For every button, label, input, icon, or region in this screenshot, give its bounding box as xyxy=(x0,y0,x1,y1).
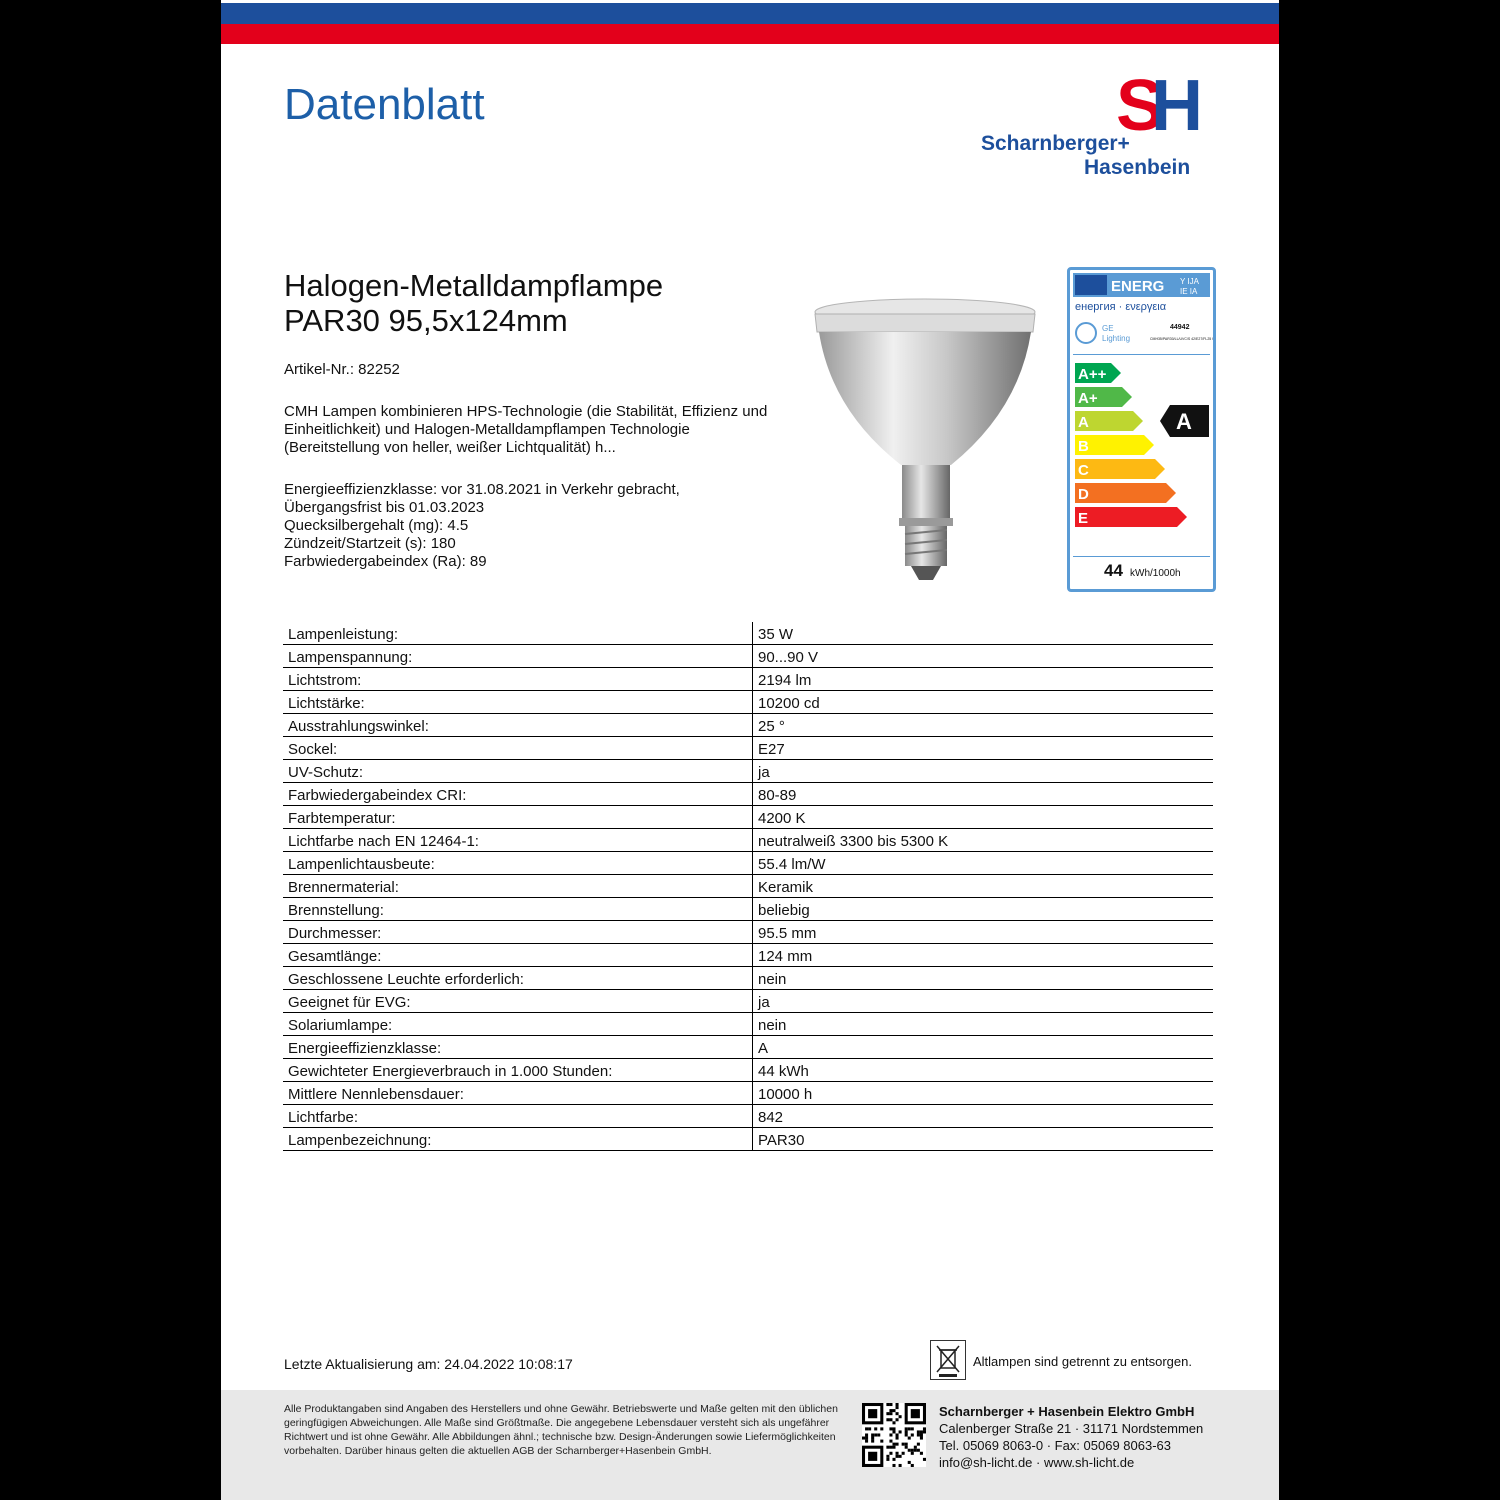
spec-value: 4200 K xyxy=(753,806,1214,829)
spec-value: 2194 lm xyxy=(753,668,1214,691)
spec-label: Farbwiedergabeindex CRI: xyxy=(283,783,753,806)
spec-row xyxy=(283,1105,1213,1128)
lamp-image xyxy=(801,290,1051,590)
weee-notice: Altlampen sind getrennt zu entsorgen. xyxy=(973,1354,1192,1369)
disclaimer: Alle Produktangaben sind Angaben des Herstellers und ohne Gewähr. Betriebswerte und Maße gelten mit den üblichen geringfügigen Abweichungen. Alle Maße sind Größtmaße. Die angegebene Lebensdauer versteht sich als ungefährer Richtwert und ist ohne Gewähr. Alle Abbildungen ähnl.; technische bzw. Design-Änderungen sowie Liefermöglichkeiten vorbehalten. Darüber hinaus gelten die aktuellen AGB der Scharnberger+Hasenbein GmbH. xyxy=(284,1403,838,1457)
spec-value: nein xyxy=(753,1013,1214,1036)
spec-row xyxy=(283,622,1213,645)
spec-label: Lampenlichtausbeute: xyxy=(283,852,753,875)
product-title-line2: PAR30 95,5x124mm xyxy=(284,303,568,338)
energy-label-suffix-bottom: IE IA xyxy=(1180,287,1198,296)
spec-value: neutralweiß 3300 bis 5300 K xyxy=(753,829,1214,852)
spec-row xyxy=(283,898,1213,921)
spec-label: Brennermaterial: xyxy=(283,875,753,898)
fact-line: Farbwiedergabeindex (Ra): 89 xyxy=(284,553,487,570)
spec-value: 80-89 xyxy=(753,783,1214,806)
spec-label: Durchmesser: xyxy=(283,921,753,944)
spec-row xyxy=(283,1082,1213,1105)
spec-label: Gewichteter Energieverbrauch in 1.000 Stunden: xyxy=(283,1059,753,1082)
logo-h-letter: H xyxy=(1151,68,1203,146)
energy-label-suffix-top: Y IJA xyxy=(1180,277,1199,286)
weee-bin-icon xyxy=(930,1340,966,1380)
last-update: Letzte Aktualisierung am: 24.04.2022 10:08:17 xyxy=(284,1356,573,1372)
page-title: Datenblatt xyxy=(284,80,485,129)
spec-label: Lichtstrom: xyxy=(283,668,753,691)
energy-class-label: A++ xyxy=(1078,366,1107,383)
spec-row xyxy=(283,806,1213,829)
spec-row xyxy=(283,737,1213,760)
product-title-line1: Halogen-Metalldampflampe xyxy=(284,268,664,303)
spec-row xyxy=(283,990,1213,1013)
company-phone: Tel. 05069 8063-0 · Fax: 05069 8063-63 xyxy=(939,1438,1172,1453)
spec-label: Ausstrahlungswinkel: xyxy=(283,714,753,737)
article-number: Artikel-Nr.: 82252 xyxy=(284,361,400,378)
spec-label: Mittlere Nennlebensdauer: xyxy=(283,1082,753,1105)
logo-text-line2: Hasenbein xyxy=(1084,156,1191,179)
energy-class-label: A+ xyxy=(1078,390,1098,407)
spec-value: nein xyxy=(753,967,1214,990)
logo-s-letter: S xyxy=(1116,68,1165,146)
energy-consumption-unit: kWh/1000h xyxy=(1130,568,1181,579)
spec-label: Gesamtlänge: xyxy=(283,944,753,967)
spec-value: 35 W xyxy=(753,622,1214,645)
energy-class-arrow xyxy=(1075,483,1176,503)
spec-row xyxy=(283,852,1213,875)
spec-value: ja xyxy=(753,990,1214,1013)
energy-label xyxy=(1067,267,1216,592)
qr-code-icon[interactable] xyxy=(862,1403,926,1467)
fact-line: Energieeffizienzklasse: vor 31.08.2021 in Verkehr gebracht, xyxy=(284,481,680,498)
company-web[interactable]: info@sh-licht.de · www.sh-licht.de xyxy=(939,1455,1135,1470)
header-red-band xyxy=(221,24,1279,44)
spec-value: 124 mm xyxy=(753,944,1214,967)
energy-class-label: D xyxy=(1078,486,1089,503)
spec-label: Lichtfarbe nach EN 12464-1: xyxy=(283,829,753,852)
spec-row xyxy=(283,714,1213,737)
spec-label: Solariumlampe: xyxy=(283,1013,753,1036)
energy-label-energ: ENERG xyxy=(1111,278,1165,295)
spec-row xyxy=(283,645,1213,668)
spec-value: 10000 h xyxy=(753,1082,1214,1105)
spec-value: 842 xyxy=(753,1105,1214,1128)
company-address: Calenberger Straße 21 · 31171 Nordstemmen xyxy=(939,1421,1204,1436)
company-name: Scharnberger + Hasenbein Elektro GmbH xyxy=(939,1404,1195,1419)
spec-value: 25 ° xyxy=(753,714,1214,737)
spec-value: Keramik xyxy=(753,875,1214,898)
spec-label: Brennstellung: xyxy=(283,898,753,921)
energy-label-model-number: 44942 xyxy=(1170,324,1190,331)
spec-label: Lichtstärke: xyxy=(283,691,753,714)
spec-row xyxy=(283,829,1213,852)
specs-table xyxy=(283,622,1213,1151)
product-facts xyxy=(284,481,680,571)
spec-row xyxy=(283,944,1213,967)
product-title xyxy=(284,268,663,338)
spec-row xyxy=(283,875,1213,898)
spec-row xyxy=(283,967,1213,990)
energy-class-label: A xyxy=(1078,414,1089,431)
spec-value: beliebig xyxy=(753,898,1214,921)
spec-value: 90...90 V xyxy=(753,645,1214,668)
energy-consumption-value: 44 xyxy=(1104,561,1123,580)
spec-row xyxy=(283,691,1213,714)
spec-label: Lampenleistung: xyxy=(283,622,753,645)
spec-value: 44 kWh xyxy=(753,1059,1214,1082)
eu-flag-icon xyxy=(1075,275,1107,295)
spec-row xyxy=(283,783,1213,806)
company-contact xyxy=(939,1403,1203,1471)
spec-row xyxy=(283,1059,1213,1082)
spec-label: Geeignet für EVG: xyxy=(283,990,753,1013)
energy-label-brand1: GE xyxy=(1102,324,1114,333)
spec-value: PAR30 xyxy=(753,1128,1214,1151)
energy-class-label: C xyxy=(1078,462,1089,479)
spec-label: Lichtfarbe: xyxy=(283,1105,753,1128)
spec-label: Lampenspannung: xyxy=(283,645,753,668)
logo-text-line1: Scharnberger+ xyxy=(981,132,1130,155)
spec-value: 55.4 lm/W xyxy=(753,852,1214,875)
header-blue-band xyxy=(221,3,1279,24)
fact-line: Zündzeit/Startzeit (s): 180 xyxy=(284,535,456,552)
spec-value: 95.5 mm xyxy=(753,921,1214,944)
spec-value: ja xyxy=(753,760,1214,783)
spec-row xyxy=(283,921,1213,944)
fact-line: Quecksilbergehalt (mg): 4.5 xyxy=(284,517,469,534)
spec-row xyxy=(283,1128,1213,1151)
spec-label: Sockel: xyxy=(283,737,753,760)
energy-label-subtitle: енергия · ενεργεια xyxy=(1075,301,1167,313)
product-description: CMH Lampen kombinieren HPS-Technologie (die Stabilität, Effizienz und Einheitlichkeit) und Halogen-Metalldampflampen Technologie (Bereitstellung von heller, weißer Lichtqualität) h... xyxy=(284,403,768,456)
spec-label: Geschlossene Leuchte erforderlich: xyxy=(283,967,753,990)
energy-class-arrow xyxy=(1075,507,1187,527)
spec-label: Farbtemperatur: xyxy=(283,806,753,829)
spec-value: 10200 cd xyxy=(753,691,1214,714)
energy-class-label: E xyxy=(1078,510,1089,527)
energy-class-label: B xyxy=(1078,438,1089,455)
ge-logo-icon xyxy=(1076,323,1096,343)
energy-label-graphic xyxy=(1070,270,1213,589)
spec-value: A xyxy=(753,1036,1214,1059)
energy-label-brand2: Lighting xyxy=(1102,334,1131,343)
spec-row xyxy=(283,760,1213,783)
energy-label-model-text: CMH35/PAR30/LL/UVC/S 42/E27/FL25 UV xyxy=(1150,337,1213,341)
spec-row xyxy=(283,668,1213,691)
spec-label: Energieeffizienzklasse: xyxy=(283,1036,753,1059)
spec-label: UV-Schutz: xyxy=(283,760,753,783)
spec-row xyxy=(283,1036,1213,1059)
spec-row xyxy=(283,1013,1213,1036)
spec-value: E27 xyxy=(753,737,1214,760)
fact-line: Übergangsfrist bis 01.03.2023 xyxy=(284,499,485,516)
datasheet-page xyxy=(221,0,1279,1500)
spec-label: Lampenbezeichnung: xyxy=(283,1128,753,1151)
energy-rating-letter: A xyxy=(1176,409,1192,434)
